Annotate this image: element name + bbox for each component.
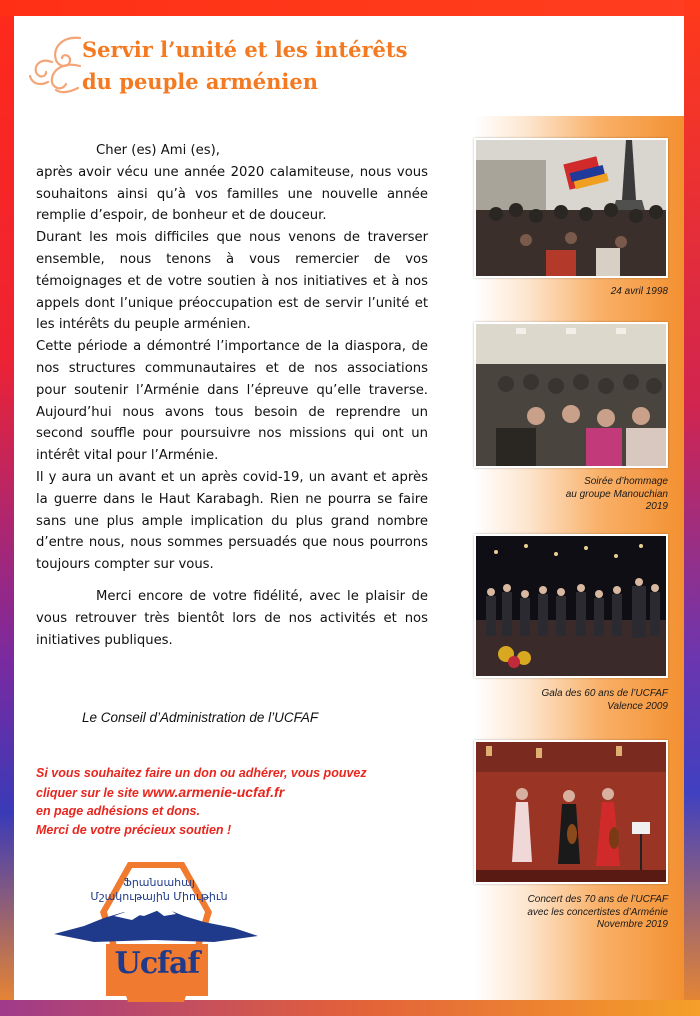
letter-paragraph-2: Durant les mois difficiles que nous venons de traverser ensemble, nous tenons à vous remercier de vos témoignages et de votre soutien à nos initiatives et à nos appels dont l’unique préoccupation est de servir l’unité et les intérêts du peuple arménien. [36,230,428,333]
letter-greeting: Cher (es) Ami (es), [96,143,220,158]
photo-4-caption-line-1: Concert des 70 ans de l’UCFAF [527,894,668,905]
frame-top [0,0,700,16]
ucfaf-logo [44,856,274,1006]
photo-2-caption [566,476,668,514]
donation-line-2 [36,783,456,803]
letter-paragraph-3: Cette période a démontré l’importance de la diaspora, de nos structures communautaires et de nos associations pour soutenir l’Arménie dans l’épreuve qu’elle traverse. Aujourd’hui nous avons tous besoin de reprendre un second souffle pour poursuivre nos missions qui ont un intérêt vital pour l’Arménie. [36,339,428,464]
photo-2-caption-line-3: 2019 [645,501,668,512]
photo-manouchian-2019 [474,322,668,468]
page [14,16,684,1000]
photo-3-caption-line-1: Gala des 60 ans de l’UCFAF [541,688,668,699]
donation-notice [36,764,456,839]
photo-3-caption-line-2: Valence 2009 [607,700,668,712]
donation-line-2-prefix: cliquer sur le site [36,785,143,800]
page-title [82,34,462,98]
frame-right [684,0,700,1016]
letter-paragraph-1: après avoir vécu une année 2020 calamiteuse, nous vous souhaitons ainsi qu’à vos familles une nouvelle année remplie d’espoir, de bonheur et de douceur. [36,164,428,224]
photo-3-caption [541,688,668,713]
photo-2-caption-line-2: au groupe Manouchian [565,488,668,500]
photo-gala-valence-2009 [474,534,668,678]
logo-name: Ucfaf [114,946,200,981]
photo-march-1998 [474,138,668,278]
donation-line-1: Si vous souhaitez faire un don ou adhérer, vous pouvez [36,766,367,780]
frame-left [0,0,14,1016]
donation-website-link[interactable]: www.armenie-ucfaf.fr [142,783,285,800]
letter-paragraph-5: Merci encore de votre fidélité, avec le plaisir de vous retrouver très bientôt lors de nos activités et nos initiatives publiques. [36,588,428,648]
logo-armenian-line-1: Ֆրանսահայ [123,876,195,889]
letter-paragraph-4: Il y aura un avant et un après covid-19, un avant et après la guerre dans le Haut Karabagh. Rien ne pourra se faire sans une plus ample implication du plus grand nombre d’entre nous, nous sommes persuadés que nous pourrons toujours compter sur vous. [36,469,428,573]
photo-4-caption [527,894,668,932]
ornament-icon [22,28,86,98]
title-line-2: du peuple arménien [82,69,319,94]
donation-line-3: en page adhésions et dons. [36,804,200,818]
donation-line-4: Merci de votre précieux soutien ! [36,822,232,837]
logo-armenian-line-2: Մշակութային Միութիւն [90,890,228,903]
photo-2-caption-line-1: Soirée d’hommage [584,476,668,487]
letter-signature: Le Conseil d’Administration de l’UCFAF [82,710,319,725]
photo-concert-2019 [474,740,668,884]
photo-4-caption-line-2: avec les concertistes d’Arménie [527,906,668,918]
photo-4-caption-line-3: Novembre 2019 [596,919,668,930]
photo-1-caption-line-1: 24 avril 1998 [610,286,668,297]
photo-1-caption [611,286,668,299]
title-line-1: Servir l’unité et les intérêts [82,37,408,62]
letter-body [36,140,428,651]
